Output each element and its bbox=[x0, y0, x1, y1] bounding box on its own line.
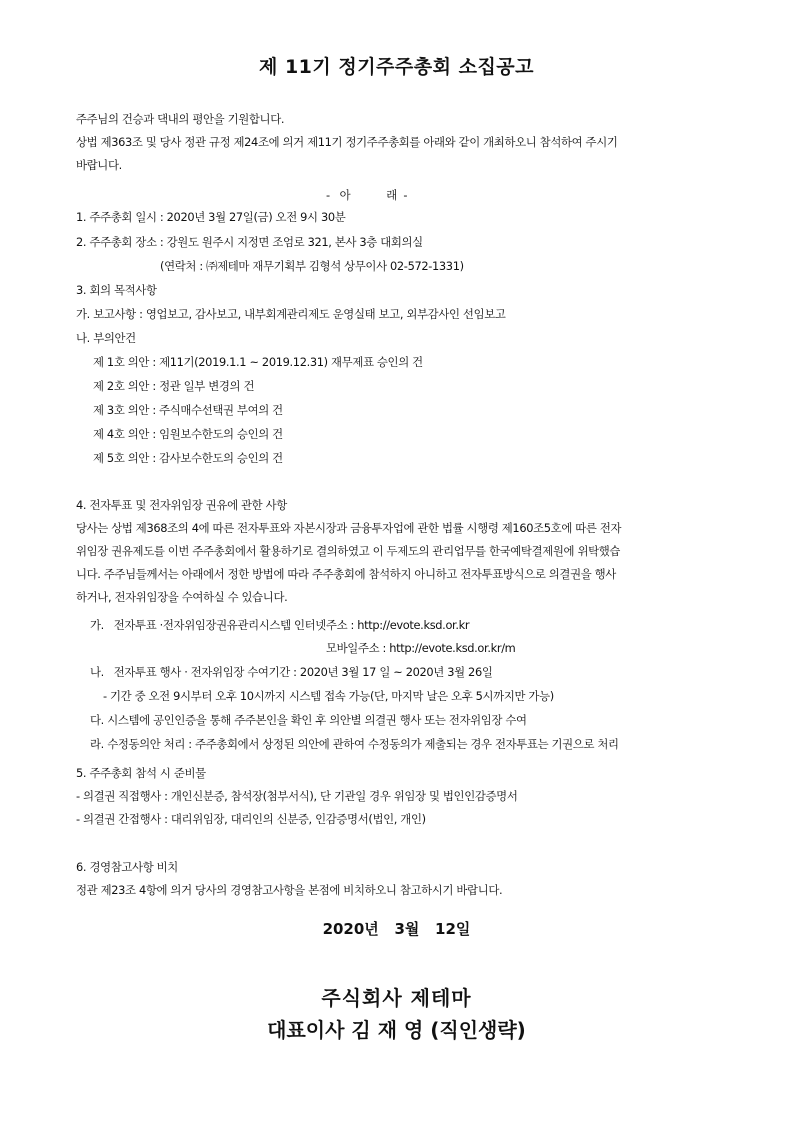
evote-system-url: 가. 전자투표 ·전자위임장권유관리시스템 인터넷주소 : http://evote.ksd.or.kr bbox=[90, 618, 470, 632]
evote-body-line: 당사는 상법 제368조의 4에 따른 전자투표와 자본시장과 금융투자업에 관한 법률 시행령 제160조5호에 따른 전자 bbox=[76, 521, 622, 535]
intro-line-2: 바랍니다. bbox=[76, 158, 122, 172]
below-label: - 아 래 - bbox=[326, 188, 408, 202]
agenda-item: 제 5호 의안 : 감사보수한도의 승인의 건 bbox=[93, 451, 283, 465]
report-items: 가. 보고사항 : 영업보고, 감사보고, 내부회계관리제도 운영실태 보고, 외부감사인 선임보고 bbox=[76, 307, 506, 321]
reference-heading: 6. 경영참고사항 비치 bbox=[76, 860, 178, 874]
evote-body-line: 니다. 주주님들께서는 아래에서 정한 방법에 따라 주주총회에 참석하지 아니하고 전자투표방식으로 의결권을 행사 bbox=[76, 567, 616, 581]
greeting: 주주님의 건승과 댁내의 평안을 기원합니다. bbox=[76, 112, 285, 126]
agenda-item: 제 4호 의안 : 임원보수한도의 승인의 건 bbox=[93, 427, 283, 441]
notice-date: 2020년 3월 12일 bbox=[322, 920, 471, 938]
evote-mobile-url: 모바일주소 : http://evote.ksd.or.kr/m bbox=[326, 641, 516, 655]
company-name: 주식회사 제테마 bbox=[321, 986, 472, 1010]
evote-body-line: 위임장 권유제도를 이번 주주총회에서 활용하기로 결의하였고 이 두제도의 관리업무를 한국예탁결제원에 위탁했습 bbox=[76, 544, 621, 558]
agenda-item: 제 1호 의안 : 제11기(2019.1.1 ~ 2019.12.31) 재무제표 승인의 건 bbox=[93, 355, 423, 369]
meeting-contact: (연락처 : ㈜제테마 재무기획부 김형석 상무이사 02-572-1331) bbox=[160, 259, 464, 273]
reference-body: 정관 제23조 4항에 의거 당사의 경영참고사항을 본점에 비치하오니 참고하시기 바랍니다. bbox=[76, 883, 503, 897]
evote-heading: 4. 전자투표 및 전자위임장 권유에 관한 사항 bbox=[76, 498, 287, 512]
prep-heading: 5. 주주총회 참석 시 준비물 bbox=[76, 766, 206, 780]
intro-line-1: 상법 제363조 및 당사 정관 규정 제24조에 의거 제11기 정기주주총회를 아래와 같이 개최하오니 참석하여 주시기 bbox=[76, 135, 618, 149]
prep-direct: - 의결권 직접행사 : 개인신분증, 참석장(첨부서식), 단 기관일 경우 위임장 및 법인인감증명서 bbox=[76, 789, 518, 803]
evote-access-hours: - 기간 중 오전 9시부터 오후 10시까지 시스템 접속 가능(단, 마지막 날은 오후 5시까지만 가능) bbox=[103, 689, 554, 703]
meeting-datetime: 1. 주주총회 일시 : 2020년 3월 27일(금) 오전 9시 30분 bbox=[76, 210, 346, 224]
purpose-heading: 3. 회의 목적사항 bbox=[76, 283, 157, 297]
prep-indirect: - 의결권 간접행사 : 대리위임장, 대리인의 신분증, 인감증명서(법인, 개인) bbox=[76, 812, 426, 826]
resolution-heading: 나. 부의안건 bbox=[76, 331, 136, 345]
ceo-signature: 대표이사 김 재 영 (직인생략) bbox=[267, 1018, 526, 1042]
notice-title: 제 11기 정기주주총회 소집공고 bbox=[258, 56, 535, 78]
evote-period: 나. 전자투표 행사 · 전자위임장 수여기간 : 2020년 3월 17 일 ~ 2020년 3월 26일 bbox=[90, 665, 493, 679]
evote-amendment: 라. 수정동의안 처리 : 주주총회에서 상정된 의안에 관하여 수정동의가 제출되는 경우 전자투표는 기권으로 처리 bbox=[90, 737, 619, 751]
agenda-item: 제 3호 의안 : 주식매수선택권 부여의 건 bbox=[93, 403, 283, 417]
meeting-venue: 2. 주주총회 장소 : 강원도 원주시 지정면 조엄로 321, 본사 3층 대회의실 bbox=[76, 235, 423, 249]
evote-certification: 다. 시스템에 공인인증을 통해 주주본인을 확인 후 의안별 의결권 행사 또는 전자위임장 수여 bbox=[90, 713, 527, 727]
evote-body-line: 하거나, 전자위임장을 수여하실 수 있습니다. bbox=[76, 590, 288, 604]
agenda-item: 제 2호 의안 : 정관 일부 변경의 건 bbox=[93, 379, 255, 393]
